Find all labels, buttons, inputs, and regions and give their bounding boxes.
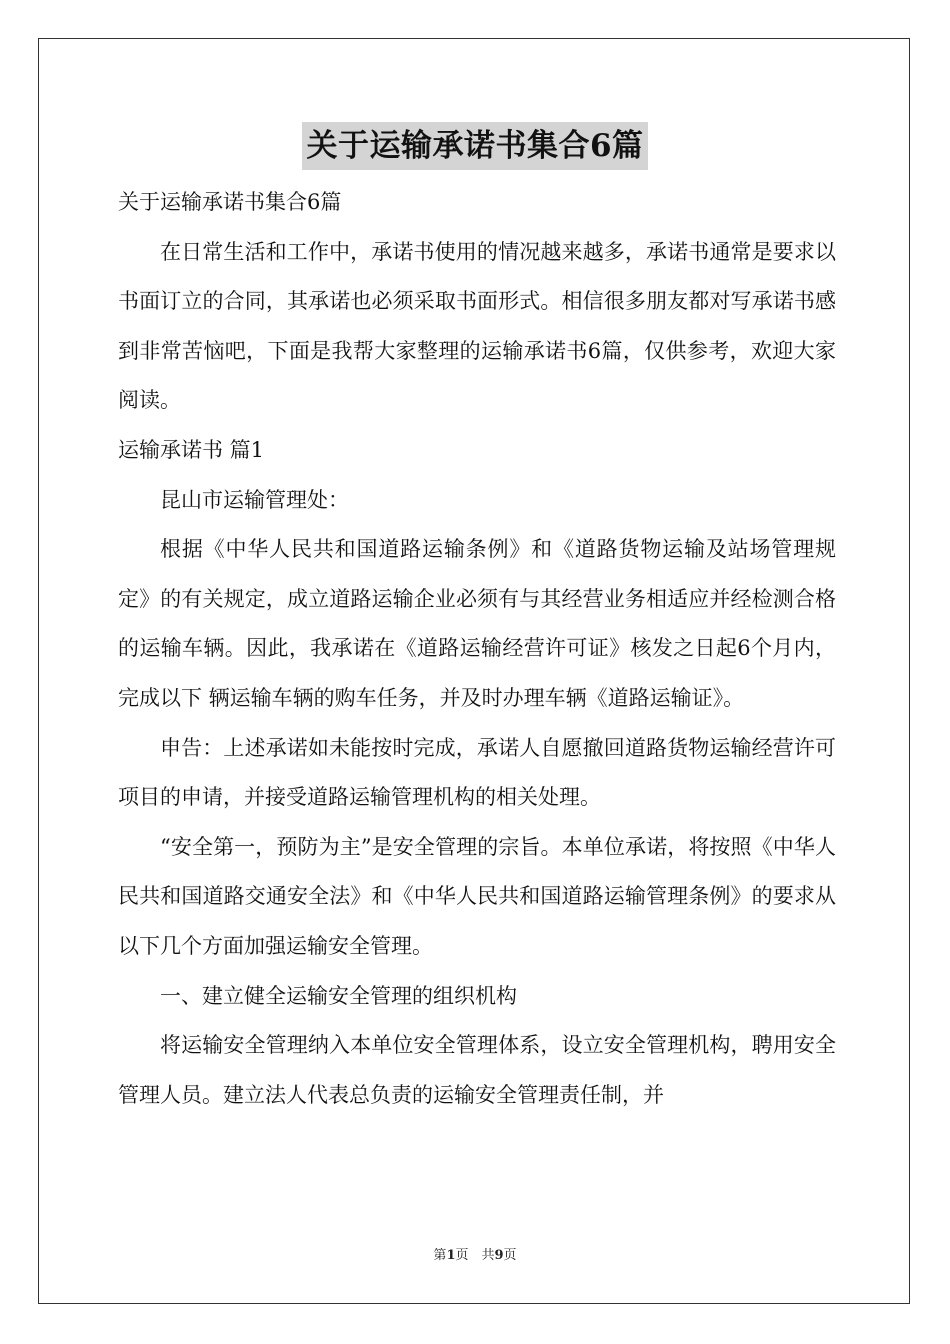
paragraph: 运输承诺书 篇1: [118, 437, 265, 462]
page-footer: [0, 1244, 950, 1263]
paragraph: 根据《中华人民共和国道路运输条例》和《道路货物运输及站场管理规定》的有关规定，成立道路运输企业必须有与其经营业务相适应并经检测合格的运输车辆。因此，我承诺在《道路运输经营许可证》核发之日起6个月内，完成以下 辆运输车辆的购车任务，并及时办理车辆《道路运输证》。: [118, 537, 836, 710]
page-mid: 页 共: [455, 1248, 495, 1263]
paragraph: 在日常生活和工作中，承诺书使用的情况越来越多，承诺书通常是要求以书面订立的合同，其承诺也必须采取书面形式。相信很多朋友都对写承诺书感到非常苦恼吧，下面是我帮大家整理的运输承诺书6篇，仅供参考，欢迎大家阅读。: [118, 239, 836, 413]
paragraph: 关于运输承诺书集合6篇: [118, 190, 342, 214]
current-page-number: 1: [446, 1248, 456, 1263]
page-suffix: 页: [503, 1248, 517, 1263]
title-container: [0, 122, 950, 170]
paragraph: 将运输安全管理纳入本单位安全管理体系，设立安全管理机构，聘用安全管理人员。建立法人代表总负责的运输安全管理责任制，并: [118, 1033, 836, 1107]
paragraph: 申告：上述承诺如未能按时完成，承诺人自愿撤回道路货物运输经营许可项目的申请，并接受道路运输管理机构的相关处理。: [118, 735, 836, 810]
paragraph: 昆山市运输管理处：: [160, 487, 349, 512]
paragraph: “安全第一，预防为主”是安全管理的宗旨。本单位承诺，将按照《中华人民共和国道路交通安全法》和《中华人民共和国道路运输管理条例》的要求从以下几个方面加强运输安全管理。: [118, 834, 836, 958]
document-title: 关于运输承诺书集合6篇: [302, 122, 647, 170]
paragraph: 一、建立健全运输安全管理的组织机构: [160, 983, 517, 1008]
document-body: [118, 178, 836, 1120]
total-page-number: 9: [494, 1248, 504, 1263]
page-prefix: 第: [433, 1248, 447, 1263]
